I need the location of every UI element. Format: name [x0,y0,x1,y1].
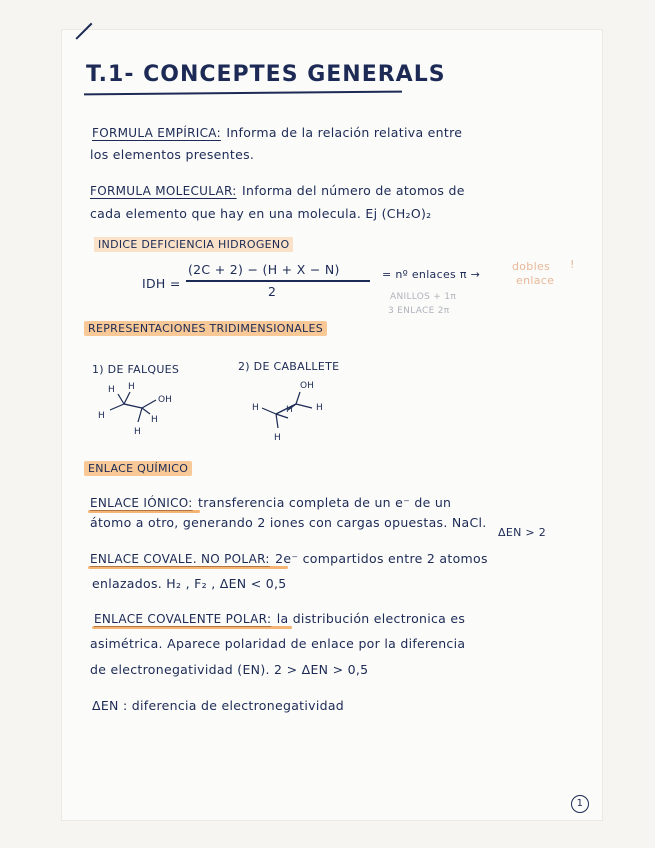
formula-molecular-text2: cada elemento que hay en una molecula. Ej (CH₂O)₂ [90,206,432,221]
mol2-h4: H [274,433,281,443]
enlace-cov-p-term: ENLACE COVALENTE POLAR: [94,612,272,626]
mol2-oh: OH [300,381,314,391]
mol1-h5: H [134,427,141,437]
formula-empirica-text1: Informa de la relación relativa entre [226,125,463,140]
enlace-cov-np-line1 [90,548,488,567]
page-number: 1 [571,795,589,813]
enlace-cov-np-text2: enlazados. H₂ , F₂ , ΔEN < 0,5 [92,576,287,591]
enlace-cov-p-underline [92,626,292,629]
molecule-caballete [248,376,338,446]
formula-molecular-line1 [90,180,465,199]
idh-note-exclaim: ! [570,258,575,271]
enlace-cov-p-text3: de electronegatividad (EN). 2 > ΔEN > 0,5 [90,662,369,677]
mol1-h1: H [108,385,115,395]
enlace-ionico-text1: transferencia completa de un e⁻ de un [198,495,452,510]
enlace-cov-np-term: ENLACE COVALE. NO POLAR: [90,552,270,566]
idh-denominator: 2 [268,284,277,299]
enlace-quimico-heading-wrap [84,462,192,475]
enlace-cov-p-text2: asimétrica. Aparece polaridad de enlace por la diferencia [90,636,466,651]
idh-heading-wrap [94,238,293,251]
enlace-ionico-den: ΔEN > 2 [498,526,547,539]
idh-note-dobles: dobles [512,260,551,273]
formula-empirica-text2: los elementos presentes. [90,147,255,162]
mol1-oh: OH [158,395,172,405]
formula-molecular-text1: Informa del número de atomos de [242,183,465,198]
enlace-ionico-line1 [90,492,451,511]
enlace-cov-np-text1: 2e⁻ compartidos entre 2 atomos [275,551,488,566]
formula-empirica-line1 [92,122,462,141]
representaciones-heading-wrap [84,322,327,335]
representaciones-heading: REPRESENTACIONES TRIDIMENSIONALES [84,321,327,336]
enlace-ionico-underline [88,510,200,513]
enlace-ionico-term: ENLACE IÓNICO: [90,496,193,510]
enlace-cov-p-line1 [94,608,465,627]
idh-fraction-bar [186,280,370,282]
representaciones-item2: 2) DE CABALLETE [238,360,340,373]
mol1-h2: H [128,382,135,392]
formula-empirica-term: FORMULA EMPÍRICA: [92,126,221,140]
mol2-h3: H [286,405,293,415]
representaciones-item1: 1) DE FALQUES [92,363,180,376]
mol1-h3: H [98,411,105,421]
idh-heading: INDICE DEFICIENCIA HIDROGENO [94,237,293,252]
enlace-ionico-text2: átomo a otro, generando 2 iones con cargas opuestas. NaCl. [90,515,487,530]
idh-note-triple: 3 ENLACE 2π [388,306,450,316]
idh-lhs: IDH = [142,276,181,291]
enlace-cov-p-text1: la distribución electronica es [276,611,466,626]
idh-note-anillos: ANILLOS + 1π [390,292,457,302]
idh-rhs: = nº enlaces π → [382,268,481,281]
idh-numerator: (2C + 2) − (H + X − N) [188,262,340,277]
mol2-h2: H [316,403,323,413]
mol2-h1: H [252,403,259,413]
mol1-h4: H [151,415,158,425]
formula-molecular-term: FORMULA MOLECULAR: [90,184,237,198]
enlace-cov-np-underline [88,566,288,569]
enlace-quimico-heading: ENLACE QUÍMICO [84,461,192,476]
page-title: T.1- CONCEPTES GENERALS [86,62,446,87]
den-definition: ΔEN : diferencia de electronegatividad [92,698,345,713]
idh-note-enlace: enlace [516,274,555,287]
molecule-falques [96,378,196,440]
